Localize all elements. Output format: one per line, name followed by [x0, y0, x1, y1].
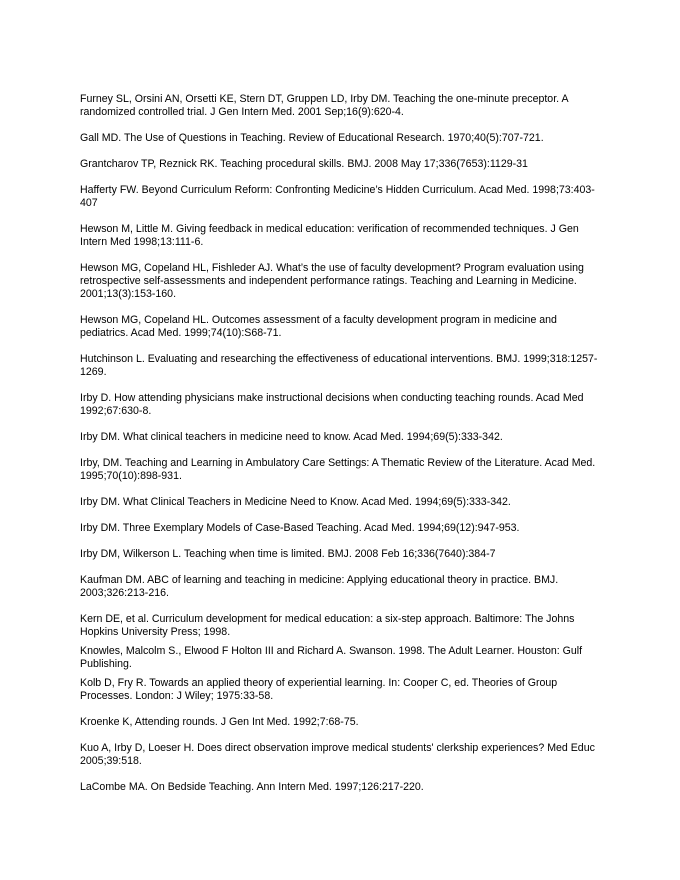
reference-entry: LaCombe MA. On Bedside Teaching. Ann Intern Med. 1997;126:217-220. [80, 781, 424, 793]
reference-entry: Irby DM. Three Exemplary Models of Case-Based Teaching. Acad Med. 1994;69(12):947-953. [80, 522, 520, 534]
reference-entry: Kolb D, Fry R. Towards an applied theory of experiential learning. In: Cooper C, ed. Theories of Group Processes. London: J Wiley; 1975:33-58. [80, 677, 558, 702]
reference-entry: Gall MD. The Use of Questions in Teaching. Review of Educational Research. 1970;40(5):707-721. [80, 132, 544, 144]
reference-entry: Kuo A, Irby D, Loeser H. Does direct observation improve medical students' clerkship experiences? Med Educ 2005;39:518. [80, 742, 595, 767]
reference-entry: Irby, DM. Teaching and Learning in Ambulatory Care Settings: A Thematic Review of the Literature. Acad Med. 1995;70(10):898-931. [80, 457, 596, 482]
reference-list [80, 93, 605, 794]
reference-entry: Grantcharov TP, Reznick RK. Teaching procedural skills. BMJ. 2008 May 17;336(7653):1129-31 [80, 158, 528, 170]
reference-entry: Kroenke K, Attending rounds. J Gen Int Med. 1992;7:68-75. [80, 716, 359, 728]
reference-entry: Hewson MG, Copeland HL, Fishleder AJ. What’s the use of faculty development? Program evaluation using retrospective self-assessments and independent performance ratings. Teaching and Learning in Medicine. 2001;13(3):153-160. [80, 262, 584, 300]
reference-entry: Kaufman DM. ABC of learning and teaching in medicine: Applying educational theory in practice. BMJ. 2003;326:213-216. [80, 574, 559, 599]
reference-entry: Irby DM. What Clinical Teachers in Medicine Need to Know. Acad Med. 1994;69(5):333-342. [80, 496, 511, 508]
reference-entry: Irby D. How attending physicians make instructional decisions when conducting teaching rounds. Acad Med 1992;67:630-8. [80, 392, 584, 417]
reference-entry: Irby DM. What clinical teachers in medicine need to know. Acad Med. 1994;69(5):333-342. [80, 431, 503, 443]
reference-entry: Knowles, Malcolm S., Elwood F Holton III and Richard A. Swanson. 1998. The Adult Learner. Houston: Gulf Publishing. [80, 645, 583, 670]
reference-entry: Hewson MG, Copeland HL. Outcomes assessment of a faculty development program in medicine and pediatrics. Acad Med. 1999;74(10):S68-71. [80, 314, 557, 339]
reference-entry: Furney SL, Orsini AN, Orsetti KE, Stern DT, Gruppen LD, Irby DM. Teaching the one-minute preceptor. A randomized controlled trial. J Gen Intern Med. 2001 Sep;16(9):620-4. [80, 93, 568, 118]
reference-entry: Hutchinson L. Evaluating and researching the effectiveness of educational interventions. BMJ. 1999;318:1257-1269. [80, 353, 598, 378]
reference-entry: Irby DM, Wilkerson L. Teaching when time is limited. BMJ. 2008 Feb 16;336(7640):384-7 [80, 548, 496, 560]
reference-entry: Kern DE, et al. Curriculum development for medical education: a six-step approach. Baltimore: The Johns Hopkins University Press; 1998. [80, 613, 575, 638]
reference-entry: Hafferty FW. Beyond Curriculum Reform: Confronting Medicine’s Hidden Curriculum. Acad Med. 1998;73:403-407 [80, 184, 595, 209]
reference-entry: Hewson M, Little M. Giving feedback in medical education: verification of recommended techniques. J Gen Intern Med 1998;13:111-6. [80, 223, 579, 248]
